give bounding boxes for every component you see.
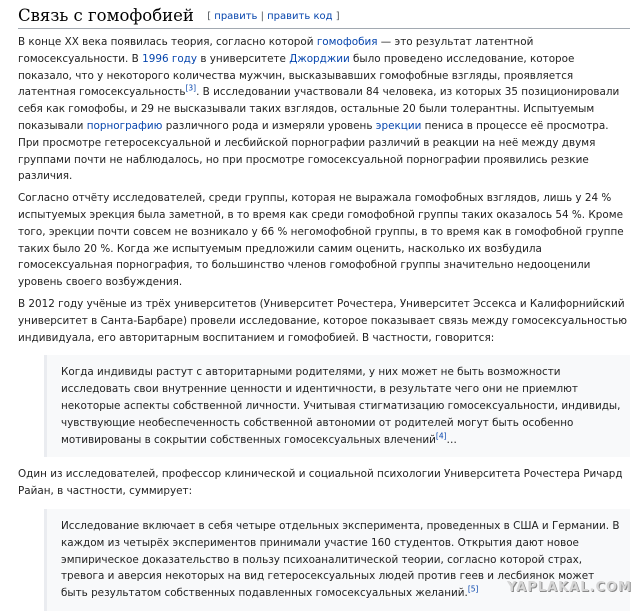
section-heading (18, 0, 630, 29)
edit-code-link[interactable]: править код (267, 11, 333, 22)
paragraph-1: В конце XX века появилась теория, согласно которой гомофобия — это результат латентной гомосексуальности. В 1996 году в университете Джорджии было проведено исследование, которое показало, что у некоторого количества мужчин, высказывавших гомофобные взгляды, проявляется латентная гомосексуальность[3]. В исследовании участвовали 84 человека, из которых 35 позиционировали себя как гомофобы, и 29 не высказывали таких взглядов, остальные 20 были толерантны. Испытуемым показывали порнографию различного рода и измеряли уровень эрекции пениса в процессе её просмотра. При просмотре гетеросексуальной и лесбийской порнографии различий в реакции на неё между двумя группами почти не наблюдалось, но при просмотре гомосексуальной порнографии проявились резкие различия. (18, 36, 620, 183)
quote-1-text: Когда индивиды растут с авторитарными родителями, у них может не быть возможности исследовать свои внутренние ценности и идентичности, в результате чего они не приемлют некоторые аспекты собственной личности. Учитывая стигматизацию гомосексуальности, индивиды, чувствующие необеспеченность собственной автономии от родителей могут быть особенно мотивированы в сокрытии собственных гомосексуальных влечений[4]… (61, 366, 621, 446)
link-pornography[interactable]: порнографию (86, 119, 163, 132)
link-georgia[interactable]: Джорджии (289, 52, 350, 65)
reference-4[interactable]: [4] (435, 431, 447, 441)
reference-3[interactable]: [3] (185, 83, 197, 93)
link-1996[interactable]: 1996 году (142, 52, 198, 65)
paragraph-4: Один из исследователей, профессор клинической и социальной психологии Университета Рочестера Ричард Райан, в частности, суммирует: (18, 468, 623, 498)
blockquote-1 (44, 355, 630, 457)
edit-link[interactable]: править (214, 11, 258, 22)
link-erection[interactable]: эрекции (375, 119, 422, 132)
paragraph-3: В 2012 году учёные из трёх университетов (Университет Рочестера, Университет Эссекса и Калифорнийский университет в Санта-Барбаре) провели исследование, которое показывает связь между гомосексуальностью индивидуала, его авторитарным воспитанием и гомофобией. В частности, говорится: (18, 297, 627, 344)
edit-links: [ править | править код ] (207, 11, 340, 22)
reference-5[interactable]: [5] (467, 584, 479, 594)
paragraph-2: Согласно отчёту исследователей, среди группы, которая не выражала гомофобных взглядов, лишь у 24 % испытуемых эрекция была заметной, в то время как среди гомофобной группы таких оказалось 54 %. Кроме того, эрекции почти совсем не возникало у 66 % негомофобной группы, в то время как в гомофобной группе таких было 20 %. Когда же испытуемым предложили самим оценить, насколько их возбудила гомосексуальная порнография, то большинство членов гомофобной группы значительно недооценили уровень своего возбуждения. (18, 192, 624, 289)
article-section (18, 0, 630, 611)
section-title: Связь с гомофобией (18, 6, 194, 25)
link-homophobia[interactable]: гомофобия (316, 36, 378, 48)
watermark-logo: YAPLAKAL.COM (507, 580, 632, 596)
quote-2-text: Исследование включает в себя четыре отдельных эксперимента, проведенных в США и Германии. В каждом из четырёх экспериментов принимали участие 160 студентов. Открытия дают новое эмпирическое доказательство в пользу психоаналитической теории, согласно которой страх, тревога и аверсия некоторых на вид гетеросексуальных людей против геев и лесбиянок может быть результатом собственных подавленных гомосексуальных желаний.[5] (61, 519, 620, 600)
